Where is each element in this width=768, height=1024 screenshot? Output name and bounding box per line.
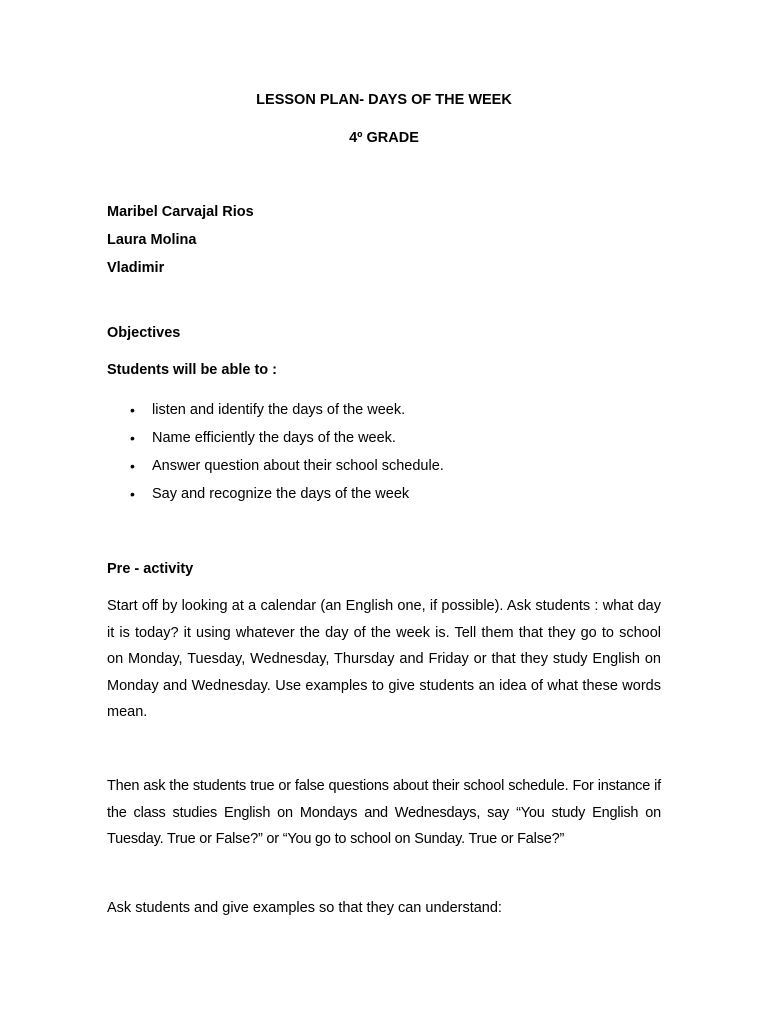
paragraph: Then ask the students true or false questions about their school schedule. For instance if the class studies English on Mondays and Wednesdays, say “You study English on Tuesday. True or False?” or “You go to school on Sunday. True or False?” <box>107 778 661 847</box>
author-name: Maribel Carvajal Rios <box>107 204 254 220</box>
objectives-heading: Objectives <box>107 325 181 341</box>
list-item <box>130 400 444 428</box>
author-name: Laura Molina <box>107 232 197 248</box>
document-title: LESSON PLAN- DAYS OF THE WEEK <box>256 92 512 108</box>
list-item <box>130 428 444 456</box>
pre-activity-heading: Pre - activity <box>107 561 194 577</box>
objective-text: Answer question about their school schedule. <box>152 458 444 474</box>
objectives-list <box>130 400 444 512</box>
objective-text: listen and identify the days of the week. <box>152 402 406 418</box>
list-item <box>130 484 444 512</box>
bullet-icon: • <box>130 430 135 446</box>
paragraph: Ask students and give examples so that they can understand: <box>107 900 502 916</box>
author-name: Vladimir <box>107 260 165 276</box>
bullet-icon: • <box>130 402 135 418</box>
bullet-icon: • <box>130 486 135 502</box>
list-item <box>130 456 444 484</box>
objective-text: Say and recognize the days of the week <box>152 486 410 502</box>
paragraph: Start off by looking at a calendar (an English one, if possible). Ask students : what day it is today? it using whatever the day of the week is. Tell them that they go to school on Monday, Tuesday, Wednesday, Thursday and Friday or that they study English on Monday and Wednesday. Use examples to give students an idea of what these words mean. <box>107 598 661 720</box>
objectives-intro: Students will be able to : <box>107 362 277 378</box>
grade-label: 4º GRADE <box>349 130 419 146</box>
objective-text: Name efficiently the days of the week. <box>152 430 396 446</box>
bullet-icon: • <box>130 458 135 474</box>
